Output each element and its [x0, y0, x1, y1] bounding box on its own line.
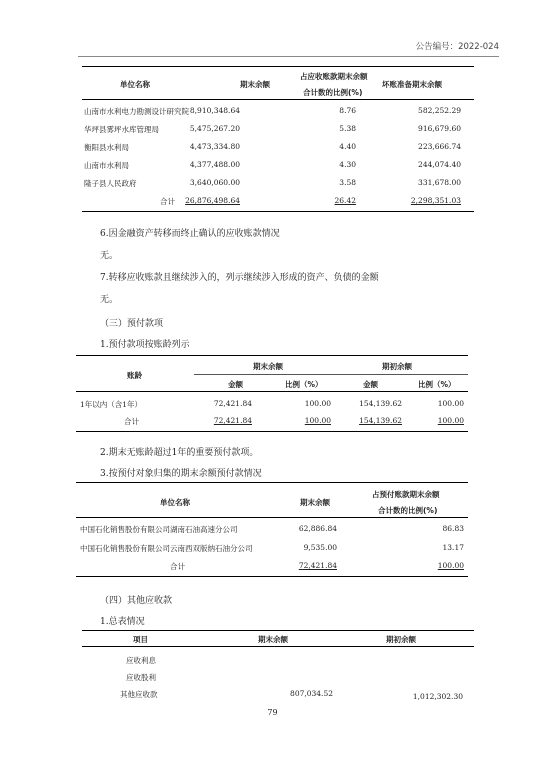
table-rule [82, 630, 474, 631]
total-label: 合计 [160, 197, 175, 206]
cell-balance: 9,535.00 [303, 543, 337, 552]
col-header-ratio-line2: 合计数的比例(%) [378, 506, 438, 515]
cell-begin: 1,012,302.30 [412, 692, 463, 701]
col-header-ratio-line1: 占应收账款期末余额 [300, 72, 368, 81]
other-receivables-subheading: 1.总表情况 [100, 617, 145, 627]
header-rule [194, 374, 468, 375]
cell-begin-ratio: 100.00 [437, 399, 464, 408]
prepayments-heading: （三）预付款项 [100, 319, 164, 329]
cell-unit: 山南市水利电力勘测设计研究院 [84, 107, 189, 116]
cell-unit: 华坪县雾坪水库管理局 [84, 125, 159, 134]
col-header-aging: 账龄 [127, 371, 142, 380]
total-end-amount: 72,421.84 [213, 416, 252, 425]
cell-ratio: 8.76 [339, 106, 356, 115]
cell-begin-amount: 154,139.62 [359, 399, 402, 408]
cell-bad-debt: 331,678.00 [418, 178, 461, 187]
col-header-beginning: 期初余额 [386, 635, 416, 644]
col-header-begin-ratio: 比例（%） [418, 380, 456, 389]
cell-bad-debt: 244,074.40 [418, 160, 461, 169]
cell-item: 应收利息 [126, 656, 156, 665]
cell-balance: 62,886.84 [298, 524, 337, 533]
announcement-number: 公告编号：2022-024 [415, 42, 499, 52]
section-7-title: 7.转移应收账款且继续涉入的，列示继续涉入形成的资产、负债的金额 [100, 273, 379, 283]
total-begin-amount: 154,139.62 [359, 416, 402, 425]
cell-end-ratio: 100.00 [304, 399, 331, 408]
total-bad-debt: 2,298,351.03 [410, 196, 461, 205]
cell-ratio: 86.83 [442, 524, 464, 533]
col-header-end-amount: 金额 [228, 380, 243, 389]
total-label: 合计 [170, 562, 185, 571]
cell-bad-debt: 916,679.60 [418, 124, 461, 133]
col-header-ending-balance: 期末余额 [240, 80, 270, 89]
cell-ratio: 4.30 [339, 160, 356, 169]
cell-ratio: 4.40 [339, 142, 356, 151]
cell-end-amount: 72,421.84 [213, 399, 252, 408]
prepayments-object-subheading: 3.按预付对象归集的期末余额预付款情况 [100, 469, 262, 479]
table-rule [82, 66, 474, 67]
total-begin-ratio: 100.00 [437, 416, 464, 425]
header-divider [78, 56, 499, 57]
total-end-ratio: 100.00 [304, 416, 331, 425]
cell-bad-debt: 223,666.74 [418, 142, 461, 151]
prepayments-note-2: 2.期末无账龄超过1年的重要预付款项。 [100, 448, 259, 458]
table-rule [76, 482, 468, 483]
col-header-unit: 单位名称 [160, 498, 190, 507]
col-header-beginning: 期初余额 [382, 362, 412, 371]
cell-balance: 8,910,348.64 [189, 106, 240, 115]
prepayments-aging-subheading: 1.预付款项按账龄列示 [100, 340, 190, 350]
total-balance: 26,876,498.64 [185, 196, 240, 205]
total-label: 合计 [124, 417, 139, 426]
cell-unit: 中国石化销售股份有限公司湖南石油高速分公司 [80, 525, 238, 534]
col-header-end-ratio: 比例（%） [285, 380, 323, 389]
col-header-ending: 期末余额 [258, 635, 288, 644]
table-rule [76, 431, 468, 432]
col-header-unit: 单位名称 [120, 80, 150, 89]
cell-unit: 衡阳县水利局 [84, 143, 129, 152]
cell-balance: 3,640,060.00 [189, 178, 240, 187]
table-rule [76, 391, 468, 392]
section-6-title: 6.因金融资产转移而终止确认的应收账款情况 [100, 229, 280, 239]
cell-item: 其他应收款 [120, 690, 158, 699]
total-ratio: 26.42 [334, 196, 356, 205]
cell-item: 应收股利 [126, 673, 156, 682]
table-rule [76, 576, 468, 577]
cell-unit: 中国石化销售股份有限公司云南西双版纳石油分公司 [80, 544, 253, 553]
col-header-bad-debt: 坏账准备期末余额 [382, 80, 442, 89]
col-header-ending: 期末余额 [300, 498, 330, 507]
col-header-begin-amount: 金额 [363, 380, 378, 389]
cell-ratio: 3.58 [339, 178, 356, 187]
total-ratio: 100.00 [437, 561, 464, 570]
cell-ratio: 13.17 [442, 543, 464, 552]
page-number: 79 [267, 708, 278, 717]
col-header-item: 项目 [133, 635, 148, 644]
total-balance: 72,421.84 [298, 561, 337, 570]
table-rule [76, 355, 468, 356]
table-rule [82, 99, 474, 100]
section-6-content: 无。 [100, 251, 119, 261]
col-header-ratio-line1: 占预付账款期末余额 [372, 490, 440, 499]
cell-ratio: 5.38 [339, 124, 356, 133]
cell-aging: 1年以内（含1年） [80, 400, 143, 409]
cell-balance: 5,475,267.20 [189, 124, 240, 133]
col-header-ending: 期末余额 [253, 362, 283, 371]
cell-balance: 4,377,488.00 [189, 160, 240, 169]
section-7-content: 无。 [100, 295, 119, 305]
cell-unit: 山南市水利局 [84, 161, 129, 170]
table-rule [82, 211, 474, 212]
col-header-ratio-line2: 合计数的比例(%) [303, 88, 363, 97]
other-receivables-heading: （四）其他应收款 [100, 596, 173, 606]
cell-balance: 4,473,334.80 [189, 142, 240, 151]
cell-bad-debt: 582,252.29 [418, 106, 461, 115]
cell-end: 807,034.52 [290, 689, 333, 698]
table-rule [82, 646, 474, 647]
cell-unit: 隆子县人民政府 [84, 179, 137, 188]
table-rule [76, 517, 468, 518]
